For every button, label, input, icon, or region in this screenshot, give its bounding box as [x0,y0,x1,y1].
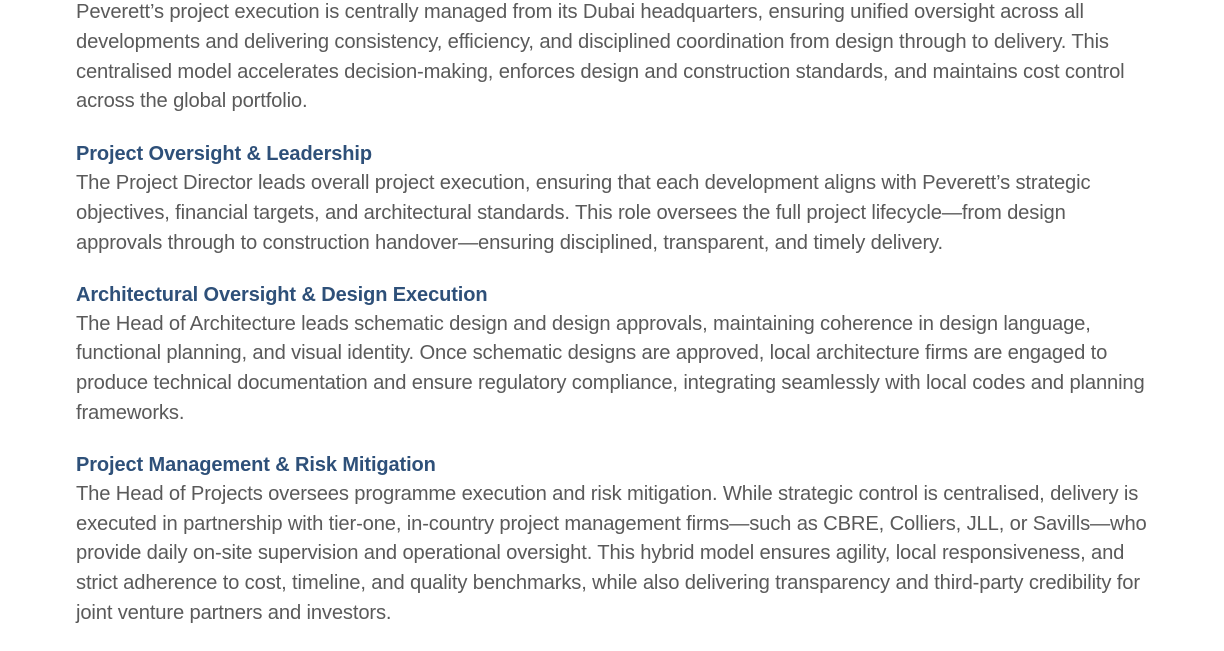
section-body: The Project Director leads overall project execution, ensuring that each development aligns with Peverett’s strategic objectives, financial targets, and architectural standards. This role oversees the full project lifecycle—from design approvals through to construction handover—ensuring disciplined, transparent, and timely delivery. [76,172,1091,254]
document-body [76,0,1156,651]
section-project-oversight [76,140,1156,258]
section-heading: Project Management & Risk Mitigation [76,453,436,476]
section-heading: Architectural Oversight & Design Execution [76,283,488,306]
section-body: The Head of Projects oversees programme execution and risk mitigation. While strategic control is centralised, delivery is executed in partnership with tier-one, in-country project management firms—such as CBRE, Colliers, JLL, or Savills—who provide daily on-site supervision and operational oversight. This hybrid model ensures agility, local responsiveness, and strict adherence to cost, timeline, and quality benchmarks, while also delivering transparency and third-party credibility for joint venture partners and investors. [76,482,1147,624]
section-project-management [76,451,1156,629]
section-heading: Project Oversight & Leadership [76,143,372,166]
section-architectural-oversight [76,281,1156,429]
intro-paragraph: Peverett’s project execution is centrally managed from its Dubai headquarters, ensuring unified oversight across all developments and delivering consistency, efficiency, and disciplined coordination from design through to delivery. This centralised model accelerates decision-making, enforces design and construction standards, and maintains cost control across the global portfolio. [76,1,1125,113]
section-body: The Head of Architecture leads schematic design and design approvals, maintaining coherence in design language, functional planning, and visual identity. Once schematic designs are approved, local architecture firms are engaged to produce technical documentation and ensure regulatory compliance, integrating seamlessly with local codes and planning frameworks. [76,312,1145,424]
